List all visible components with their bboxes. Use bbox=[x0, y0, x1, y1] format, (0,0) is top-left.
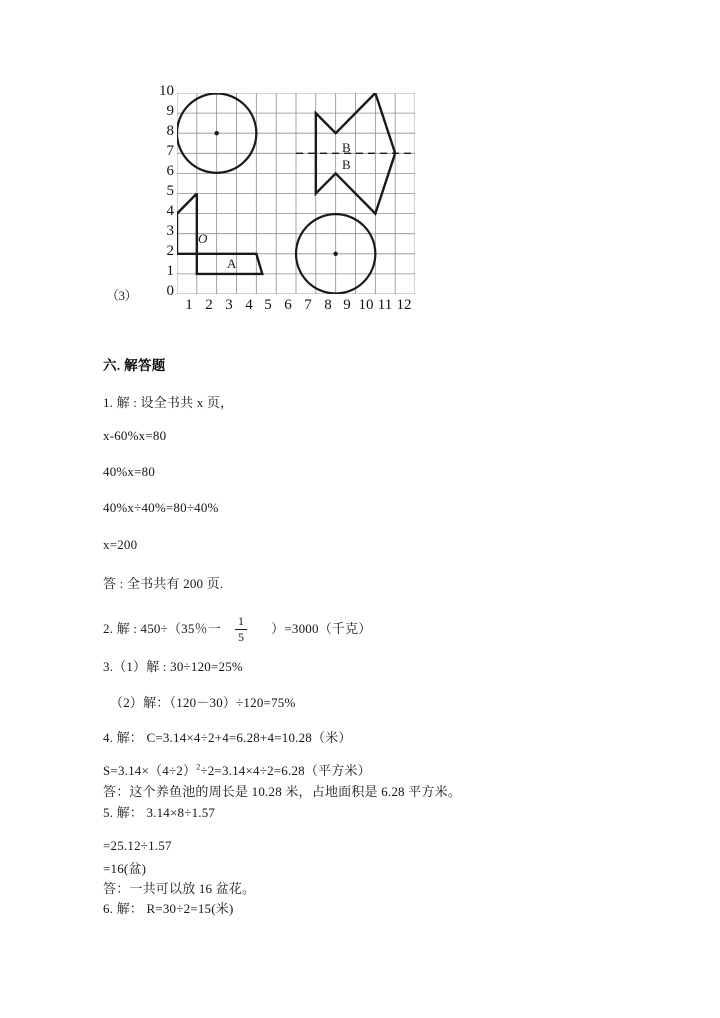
y-tick-2: 2 bbox=[166, 243, 174, 259]
answer-line-7-with-fraction bbox=[103, 616, 372, 644]
answer-line-15: =16(盆) bbox=[103, 861, 147, 876]
x-tick-1: 1 bbox=[185, 297, 193, 313]
label-shape-b-lower: B bbox=[342, 157, 351, 172]
figure-coordinate-grid bbox=[106, 70, 436, 320]
y-axis-tick-labels bbox=[144, 84, 174, 299]
answer-line-7-suffix: ）=3000（千克） bbox=[271, 621, 372, 637]
x-tick-12: 12 bbox=[396, 297, 412, 313]
y-tick-8: 8 bbox=[166, 123, 174, 139]
answer-line-2: x-60%x=80 bbox=[103, 428, 167, 443]
grid-svg bbox=[177, 93, 415, 294]
label-origin-o: O bbox=[198, 231, 208, 246]
answer-line-6: 答 : 全书共有 200 页. bbox=[103, 576, 224, 591]
y-tick-10: 10 bbox=[159, 83, 174, 99]
x-tick-9: 9 bbox=[343, 297, 351, 313]
y-tick-9: 9 bbox=[166, 103, 174, 119]
y-tick-1: 1 bbox=[166, 263, 174, 279]
y-tick-5: 5 bbox=[166, 183, 174, 199]
answer-line-3: 40%x=80 bbox=[103, 464, 156, 479]
fraction-one-fifth bbox=[235, 615, 247, 643]
answer-line-11-area bbox=[103, 760, 371, 779]
figure-number-label: （3） bbox=[106, 288, 138, 303]
section-heading-six: 六. 解答题 bbox=[103, 358, 166, 373]
x-tick-7: 7 bbox=[304, 297, 312, 313]
y-tick-3: 3 bbox=[166, 223, 174, 239]
x-tick-3: 3 bbox=[225, 297, 233, 313]
exponent-two: 2 bbox=[196, 762, 201, 772]
x-tick-11: 11 bbox=[377, 297, 393, 313]
answer-line-17: 6. 解： R=30÷2=15(米) bbox=[103, 901, 234, 916]
answer-line-9: （2）解：（120－30）÷120=75% bbox=[110, 695, 296, 710]
fraction-denominator: 5 bbox=[237, 629, 245, 644]
y-tick-7: 7 bbox=[166, 143, 174, 159]
circle-bottom-right-center-dot bbox=[333, 252, 337, 256]
y-tick-4: 4 bbox=[166, 203, 174, 219]
answer-line-10: 4. 解： C=3.14×4÷2+4=6.28+4=10.28（米） bbox=[103, 730, 352, 745]
y-tick-0: 0 bbox=[166, 283, 174, 299]
x-tick-5: 5 bbox=[264, 297, 272, 313]
x-tick-8: 8 bbox=[324, 297, 332, 313]
answer-line-11-suffix: ÷2=3.14×4÷2=6.28（平方米） bbox=[200, 763, 371, 778]
answer-line-8: 3.（1）解 : 30÷120=25% bbox=[103, 659, 243, 674]
label-shape-b-upper: B bbox=[342, 140, 351, 155]
answer-line-13: 5. 解： 3.14×8÷1.57 bbox=[103, 805, 216, 820]
x-tick-2: 2 bbox=[205, 297, 213, 313]
circle-top-left-center-dot bbox=[214, 131, 218, 135]
answer-line-14: =25.12÷1.57 bbox=[103, 838, 172, 853]
x-tick-4: 4 bbox=[245, 297, 253, 313]
grid-plot-area bbox=[177, 93, 415, 294]
grid-lines bbox=[177, 93, 415, 294]
answer-line-4: 40%x÷40%=80÷40% bbox=[103, 500, 219, 515]
answer-line-16: 答：一共可以放 16 盆花。 bbox=[103, 881, 256, 896]
answer-line-5: x=200 bbox=[103, 537, 138, 552]
x-tick-10: 10 bbox=[358, 297, 374, 313]
answer-line-7-prefix: 2. 解 : 450÷（35％一 bbox=[103, 621, 221, 637]
x-axis-tick-labels bbox=[166, 298, 436, 318]
y-tick-6: 6 bbox=[166, 163, 174, 179]
label-shape-a: A bbox=[227, 256, 237, 271]
answer-line-12: 答：这个养鱼池的周长是 10.28 米，占地面积是 6.28 平方米。 bbox=[103, 784, 462, 799]
fraction-numerator: 1 bbox=[237, 614, 245, 628]
answer-line-11-prefix: S=3.14×（4÷2） bbox=[103, 763, 197, 778]
x-tick-6: 6 bbox=[284, 297, 292, 313]
answer-line-1: 1. 解 : 设全书共 x 页， bbox=[103, 395, 234, 410]
trapezoid-left-shape bbox=[177, 194, 197, 254]
